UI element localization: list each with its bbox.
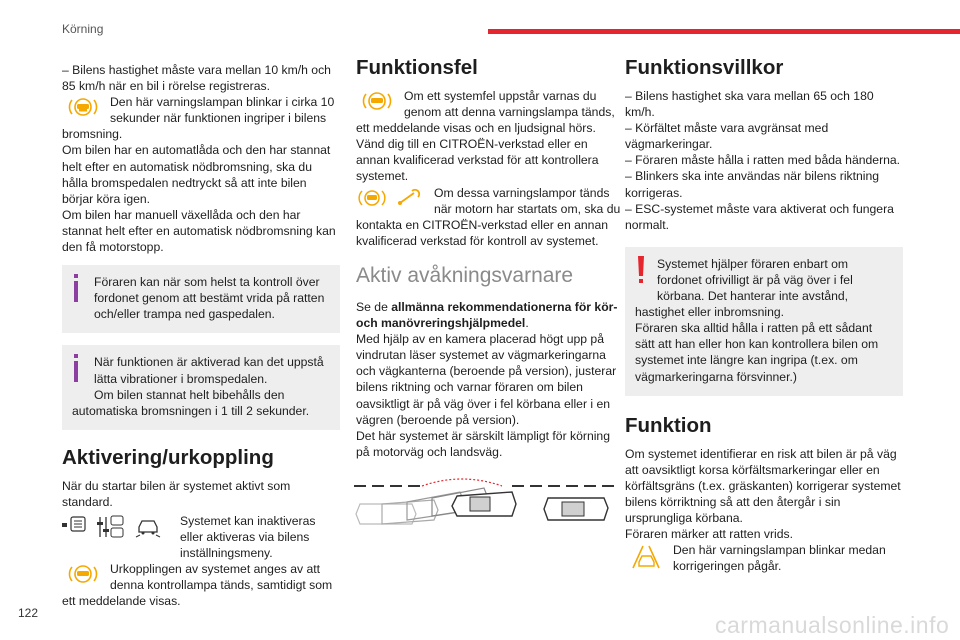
- function-text: Om systemet identifierar en risk att bilen är på väg att oavsiktligt korsa körfältsmarkeringar eller en körfältsgräns (t.ex. gräskanten) korrigerar systemet bilens körriktning så att den återgår i sin ursprungliga körbana.: [625, 446, 901, 525]
- indicator-paragraph: [62, 561, 340, 609]
- column-1: [62, 62, 340, 610]
- section-heading-malfunction: Funktionsfel: [356, 56, 478, 79]
- info-note-1: [62, 265, 340, 333]
- section-heading-conditions: Funktionsvillkor: [625, 56, 784, 79]
- condition-item: – Föraren måste hålla i ratten med båda händerna.: [625, 153, 901, 168]
- recommendations-prefix: Se de: [356, 299, 392, 314]
- condition-item: – Körfältet måste vara avgränsat med vägmarkeringar.: [625, 121, 829, 152]
- condition-item: – Bilens hastighet ska vara mellan 65 och 180 km/h.: [625, 89, 874, 120]
- recommendations-suffix: .: [525, 316, 529, 331]
- info-icon: [72, 354, 94, 388]
- malfunction-text: Om ett systemfel uppstår varnas du genom att denna varningslampa tänds, ett meddelande visas och en ljudsignal hörs.: [356, 89, 615, 136]
- camera-description-text: Med hjälp av en kamera placerad högt upp på vindrutan läser systemet av vägmarkeringarna och vägkanterna (beroende på version), justerar bilens riktning och varnar föraren om bilen oavsiktligt är på väg över i fel körbana eller i en vägren (beroende på version).: [356, 332, 617, 427]
- malfunction-paragraph: [356, 88, 622, 136]
- manual-gearbox-text: Om bilen har manuell växellåda och den har stannat helt efter en automatisk nödbromsning kan den få motorstopp.: [62, 207, 336, 255]
- column-3: [625, 56, 903, 575]
- page-number: 122: [18, 606, 39, 620]
- warning-note: [625, 247, 903, 396]
- brake-off-indicator-icon: [62, 563, 104, 589]
- automatic-gearbox-text: Om bilen har en automatlåda och den har stannat helt efter en automatisk nödbromsning, ska du hålla bromspedalen nedtryckt så att inte bilen börjar köra igen.: [62, 143, 331, 206]
- deactivation-indicator-text: Urkopplingen av systemet anges av att denna kontrollampa tänds, samtidigt som ett meddelande visas.: [62, 562, 333, 609]
- deactivation-settings-text: Systemet kan inaktiveras eller aktiveras via bilens inställningsmeny.: [180, 513, 316, 561]
- warning-lamps-paragraph: [356, 185, 622, 249]
- activation-default-text: När du startar bilen är systemet aktivt som standard.: [62, 478, 291, 509]
- info-note-2: [62, 345, 340, 429]
- info-note-1-text: Föraren kan när som helst ta kontroll över fordonet genom att bestämt vrida på ratten och/eller trampa ned gaspedalen.: [94, 275, 325, 322]
- running-header: Körning: [62, 22, 104, 36]
- warning-lamps-text: Om dessa varningslampor tänds när motorn har startats om, ska du kontakta en CITROËN-verkstad eller en annan kvalificerad verkstad för kontroll av systemet.: [356, 185, 621, 248]
- correction-lamp-paragraph: [625, 542, 903, 574]
- speed-condition-text: – Bilens hastighet måste vara mellan 10 km/h och 85 km/h när en bil i rörelse registreras.: [62, 63, 331, 94]
- watermark: carmanualsonline.info: [715, 612, 950, 638]
- condition-item: – ESC-systemet måste vara aktiverat och fungera normalt.: [625, 201, 894, 232]
- lane-departure-icon: [625, 544, 667, 574]
- info-note-2-text-b: Om bilen stannat helt bibehålls den automatiska bromsningen i 1 till 2 sekunder.: [72, 387, 310, 418]
- section-heading-function: Funktion: [625, 413, 712, 437]
- section-heading-lane-keeping: Aktiv avåkningsvarnare: [356, 263, 574, 287]
- workshop-text: Vänd dig till en CITROËN-verkstad eller en annan kvalificerad verkstad för att kontrollera systemet.: [356, 137, 599, 184]
- settings-paragraph: [62, 513, 340, 561]
- correction-lamp-text: Den här varningslampan blinkar medan korrigeringen pågår.: [673, 543, 886, 574]
- warning-lamp-paragraph: [62, 94, 340, 142]
- suitability-text: Det här systemet är särskilt lämpligt för körning på motorväg och landsväg.: [356, 428, 610, 459]
- warning-note-text-a: Systemet hjälper föraren enbart om fordonet ofrivilligt är på väg över i fel körbana. Det hanterar inte avstånd, hastighet eller inbromsning.: [635, 256, 853, 320]
- settings-menu-icons: [62, 515, 172, 545]
- warning-lamps-icons: [356, 187, 428, 213]
- lane-correction-illustration: [352, 474, 622, 544]
- warning-note-text-b: Föraren ska alltid hålla i ratten på ett sådant sätt att han eller hon kan kontrollera bilen om systemet inte längre kan ingripa (t.ex. om vägmarkeringarna försvinner.): [635, 321, 879, 384]
- recommendations-bold: allmänna rekommendationerna för kör- och manövreringshjälpmedel: [356, 299, 618, 331]
- info-note-2-text-a: När funktionen är aktiverad kan det uppstå lätta vibrationer i bromspedalen.: [94, 355, 324, 386]
- header-accent-bar: [488, 29, 960, 34]
- column-2: [356, 56, 622, 544]
- brake-fault-icon: [356, 90, 398, 116]
- brake-warning-icon: [62, 96, 104, 122]
- warning-lamp-text: Den här varningslampan blinkar i cirka 10 sekunder när funktionen ingriper i bilens bromsning.: [62, 95, 335, 142]
- exclamation-icon: [635, 256, 657, 290]
- steering-text: Föraren märker att ratten vrids.: [625, 527, 793, 542]
- info-icon: [72, 274, 94, 308]
- recommendations-text: [356, 299, 622, 331]
- condition-item: – Blinkers ska inte användas när bilens riktning korrigeras.: [625, 169, 880, 200]
- section-heading-activation: Aktivering/urkoppling: [62, 445, 274, 469]
